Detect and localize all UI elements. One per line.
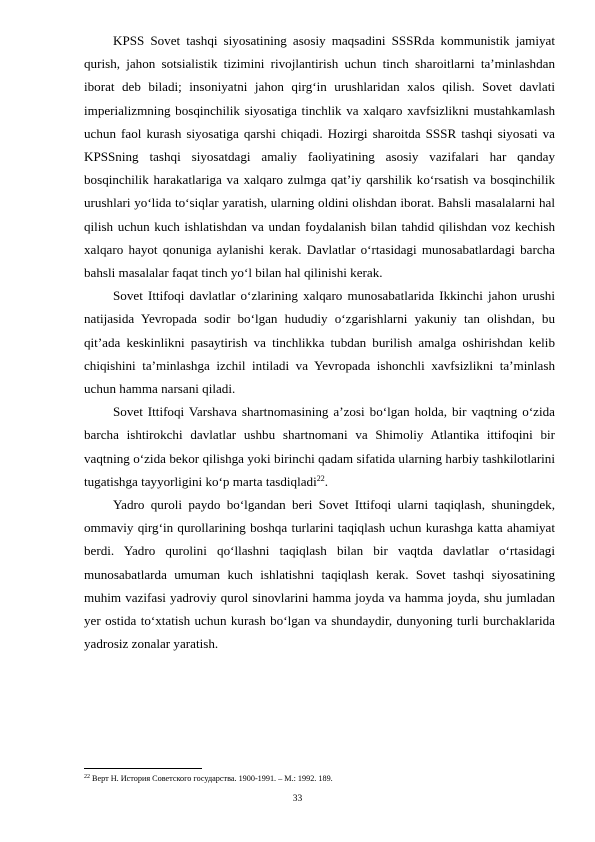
paragraph-4 [84, 493, 555, 655]
footnote-reference[interactable]: 22 [316, 473, 325, 483]
paragraph-4-text: Yadro quroli paydo bo‘lgandan beri Sovet Ittifoqi ularni taqiqlash, shuningdek, ommaviy qirg‘in qurollarining boshqa turlarini taqiqlash uchun kurashga katta ahamiyat berdi. Yadro qurolini qo‘llashni taqiqlash bilan bir vaqtda davlatlar o‘rtasidagi munosabatlarda umuman kuch ishlatishni taqiqlash kerak. Sovet tashqi siyosatining muhim vazifasi yadroviy qurol sinovlarini hamma joyda va hamma joyda, shu jumladan yer ostida to‘xtatish uchun kurash bo‘lgan va shundaydir, dunyoning turli burchaklarida yadrosiz zonalar yaratish. [84, 497, 555, 652]
paragraph-1 [84, 29, 555, 284]
paragraph-2-text: Sovet Ittifoqi davlatlar o‘zlarining xalqaro munosabatlarida Ikkinchi jahon urushi natijasida Yevropada sodir bo‘lgan hududiy o‘zgarishlarni yakuniy tan olishdan, bu qit’ada keskinlikni pasaytirish va tinchlikka tubdan burilish amalga oshirishdan kelib chiqishini ta’minlashga izchil intiladi va Yevropada ishonchli xavfsizlikni ta’minlash uchun hamma narsani qiladi. [84, 288, 555, 397]
paragraph-1-text: KPSS Sovet tashqi siyosatining asosiy maqsadini SSSRda kommunistik jamiyat qurish, jahon sotsialistik tizimini rivojlantirish uchun tinch sharoitlarni ta’minlashdan iborat deb biladi; insoniyatni jahon qirg‘in urushlaridan xalos qilish. Sovet davlati imperializmning bosqinchilik siyosatiga tinchlik va xalqaro xavfsizlikni mustahkamlash uchun faol kurash siyosatiga qarshi chiqadi. Hozirgi sharoitda SSSR tashqi siyosati va KPSSning tashqi siyosatdagi amaliy faoliyatining asosiy vazifalari har qanday bosqinchilik harakatlariga va xalqaro zulmga qat’iy qarshilik ko‘rsatish va bosqinchilik urushlari yo‘lida to‘siqlar yaratish, ularning oldini olishdan iborat. Bahsli masalalarni hal qilish uchun kuch ishlatishdan va undan foydalanish bilan tahdid qilishdan voz kechish xalqaro hayot qonuniga aylanishi kerak. Davlatlar o‘rtasidagi munosabatlardagi barcha bahsli masalalar faqat tinch yo‘l bilan hal qilinishi kerak. [84, 33, 555, 281]
paragraph-3 [84, 400, 555, 493]
paragraph-2 [84, 284, 555, 400]
body-text [84, 29, 555, 655]
paragraph-3-text: Sovet Ittifoqi Varshava shartnomasining a’zosi bo‘lgan holda, bir vaqtning o‘zida barcha ishtirokchi davlatlar ushbu shartnomani va Shimoliy Atlantika ittifoqini bir vaqtning o‘zida bekor qilishga yoki birinchi qadam sifatida ularning harbiy tashkilotlarini tugatishga tayyorligini ko‘p marta tasdiqladi [84, 404, 555, 489]
footnote-divider [84, 768, 202, 769]
paragraph-3-end: . [324, 473, 329, 489]
page-number: 33 [292, 794, 303, 804]
footnote-text: Верт Н. История Советского государства. 1900-1991. – М.: 1992. 189. [92, 774, 333, 783]
footnote-number: 22 [84, 774, 90, 780]
footnote [84, 773, 555, 784]
